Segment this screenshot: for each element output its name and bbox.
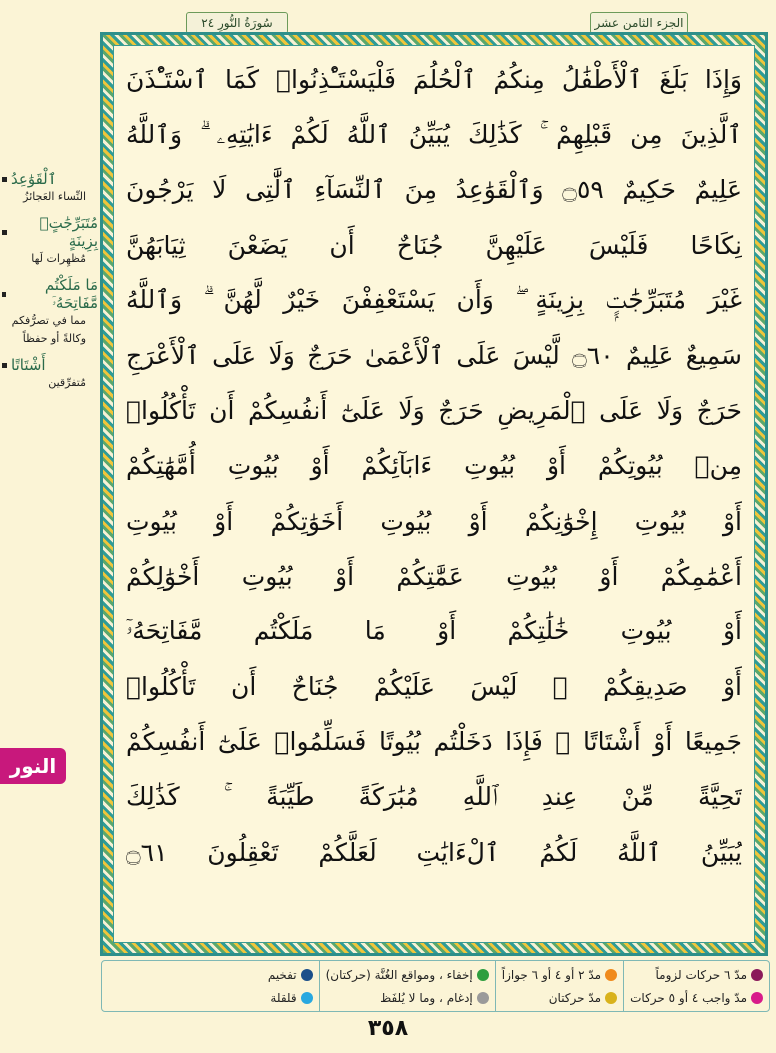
- verse-line-text: سَمِيعٌ عَلِيمٌ ۝٦٠ لَّيْسَ عَلَى ٱلْأَعْمَىٰ حَرَجٌ وَلَا عَلَى ٱلْأَعْرَجِ: [126, 341, 742, 371]
- note-meaning: مُتفرِّقين: [48, 376, 86, 389]
- verse-line: [126, 549, 742, 604]
- verse-line-text: أَوْ بُيُوتِ إِخْوَٰنِكُمْ أَوْ بُيُوتِ أَخَوَٰتِكُمْ أَوْ بُيُوتِ: [126, 506, 742, 536]
- margin-note: [2, 276, 98, 348]
- note-word-text: أَشْتَاتًا: [11, 356, 46, 374]
- legend-column: [495, 961, 623, 1011]
- color-dot-icon: [605, 992, 617, 1004]
- bullet-icon: [2, 177, 7, 182]
- color-dot-icon: [477, 969, 489, 981]
- verse-line-text: غَيْرَ مُتَبَرِّجَٰتٍۭ بِزِينَةٍ ۖ وَأَن يَسْتَعْفِفْنَ خَيْرٌ لَّهُنَّ ۗ وَٱللَّهُ: [126, 285, 742, 315]
- legend-label: مدّ ٦ حركات لزوماً: [655, 967, 747, 982]
- legend-label: إدغام ، وما لا يُلفَظ: [380, 990, 473, 1005]
- verse-line-text: عَلِيمٌ حَكِيمٌ ۝٥٩ وَٱلْقَوَٰعِدُ مِنَ ٱلنِّسَآءِ ٱلَّٰتِى لَا يَرْجُونَ: [126, 175, 742, 205]
- legend-column: [262, 961, 319, 1011]
- note-meaning: مما في تصرُّفكم وكالةً أو حفظاً: [11, 314, 86, 345]
- verse-line: [126, 659, 742, 714]
- verse-line: [126, 328, 742, 383]
- verse-line: [126, 107, 742, 162]
- note-word: [2, 170, 98, 188]
- legend-label: مدّ حركتان: [548, 990, 602, 1005]
- legend-item: [268, 968, 313, 982]
- color-dot-icon: [751, 992, 763, 1004]
- juz-header: الجزء الثامن عشر: [590, 12, 688, 34]
- legend-label: إخفاء ، ومواقع الغُنَّة (حركتان): [325, 967, 473, 982]
- verse-line-text: ٱلَّذِينَ مِن قَبْلِهِمْ ۚ كَذَٰلِكَ يُبَيِّنُ ٱللَّهُ لَكُمْ ءَايَٰتِهِۦ ۗ وَٱللَّهُ: [126, 119, 742, 149]
- legend-item: [326, 991, 489, 1005]
- legend-item: [268, 991, 313, 1005]
- legend-label: مدّ ٢ أو ٤ أو ٦ جوازاً: [501, 967, 602, 982]
- legend-item: [502, 991, 617, 1005]
- verse-lines: [126, 52, 742, 880]
- verse-line: [126, 218, 742, 273]
- legend-label: قلقلة: [270, 990, 297, 1005]
- verse-line: [126, 52, 742, 107]
- legend-item: [326, 968, 489, 982]
- margin-note: [2, 214, 98, 268]
- legend-item: [630, 991, 763, 1005]
- verse-line-text: مِنۢ بُيُوتِكُمْ أَوْ بُيُوتِ ءَابَآئِكُمْ أَوْ بُيُوتِ أُمَّهَٰتِكُمْ: [126, 451, 742, 481]
- margin-note: [2, 356, 98, 392]
- verse-line-text: يُبَيِّنُ ٱللَّهُ لَكُمُ ٱلْءَايَٰتِ لَعَلَّكُمْ تَعْقِلُونَ ۝٦١: [126, 837, 742, 867]
- note-meaning: النِّساء العَجائزُ: [23, 190, 86, 203]
- verse-line-text: جَمِيعًا أَوْ أَشْتَاتًا ۚ فَإِذَا دَخَلْتُم بُيُوتًا فَسَلِّمُوا۟ عَلَىٰٓ أَنفُسِكُمْ: [126, 727, 742, 757]
- tajweed-legend: [101, 960, 770, 1012]
- legend-item: [630, 968, 763, 982]
- note-word: [2, 356, 98, 374]
- color-dot-icon: [301, 992, 313, 1004]
- surah-tab[interactable]: النور: [0, 748, 66, 784]
- verse-line: [126, 162, 742, 217]
- verse-line-text: حَرَجٌ وَلَا عَلَى ٱلْمَرِيضِ حَرَجٌ وَلَا عَلَىٰٓ أَنفُسِكُمْ أَن تَأْكُلُوا۟: [126, 396, 742, 426]
- verse-line: [126, 494, 742, 549]
- bullet-icon: [2, 230, 7, 235]
- verse-line-text: وَإِذَا بَلَغَ ٱلْأَطْفَٰلُ مِنكُمُ ٱلْحُلُمَ فَلْيَسْتَـْٔذِنُوا۟ كَمَا ٱسْتَـْٔذَنَ: [126, 65, 742, 95]
- note-word: [2, 276, 98, 312]
- bullet-icon: [2, 292, 6, 297]
- bullet-icon: [2, 363, 7, 368]
- verse-line: [126, 604, 742, 659]
- legend-item: [502, 968, 617, 982]
- verse-line: [126, 825, 742, 880]
- note-meaning: مُظهِرات لَها: [31, 252, 86, 265]
- margin-note: [2, 170, 98, 206]
- text-area: [113, 45, 755, 943]
- verse-line-text: تَحِيَّةً مِّنْ عِندِ ٱللَّهِ مُبَٰرَكَةً طَيِّبَةً ۚ كَذَٰلِكَ: [126, 782, 742, 812]
- note-word-text: مُتَبَرِّجَٰتٍۭ بِزِينَةٍ: [39, 214, 98, 250]
- verse-line-text: أَعْمَٰمِكُمْ أَوْ بُيُوتِ عَمَّٰتِكُمْ أَوْ بُيُوتِ أَخْوَٰلِكُمْ: [126, 561, 742, 591]
- legend-label: تفخيم: [267, 967, 297, 982]
- verse-line: [126, 438, 742, 493]
- note-word: [2, 214, 98, 250]
- color-dot-icon: [605, 969, 617, 981]
- legend-label: مدّ واجب ٤ أو ٥ حركات: [630, 990, 747, 1005]
- legend-column: [623, 961, 769, 1011]
- verse-line: [126, 273, 742, 328]
- verse-line-text: أَوْ صَدِيقِكُمْ ۚ لَيْسَ عَلَيْكُمْ جُنَاحٌ أَن تَأْكُلُوا۟: [126, 672, 742, 702]
- verse-line-text: نِكَاحًا فَلَيْسَ عَلَيْهِنَّ جُنَاحٌ أَن يَضَعْنَ ثِيَابَهُنَّ: [126, 230, 742, 260]
- color-dot-icon: [301, 969, 313, 981]
- margin-notes: [2, 170, 98, 400]
- verse-line: [126, 769, 742, 824]
- color-dot-icon: [477, 992, 489, 1004]
- verse-line-text: أَوْ بُيُوتِ خَٰلَٰتِكُمْ أَوْ مَا مَلَكْتُم مَّفَاتِحَهُۥٓ: [126, 616, 742, 646]
- note-word-text: ٱلْقَوَٰعِدُ: [11, 170, 57, 188]
- surah-header: سُورَةُ النُّورِ ٢٤: [186, 12, 288, 34]
- note-word-text: مَا مَلَكْتُم مَّفَاتِحَهُۥٓ: [44, 276, 98, 312]
- verse-line: [126, 714, 742, 769]
- legend-column: [319, 961, 495, 1011]
- page-number: ٣٥٨: [367, 1016, 409, 1041]
- verse-line: [126, 383, 742, 438]
- page-frame: [100, 32, 768, 956]
- color-dot-icon: [751, 969, 763, 981]
